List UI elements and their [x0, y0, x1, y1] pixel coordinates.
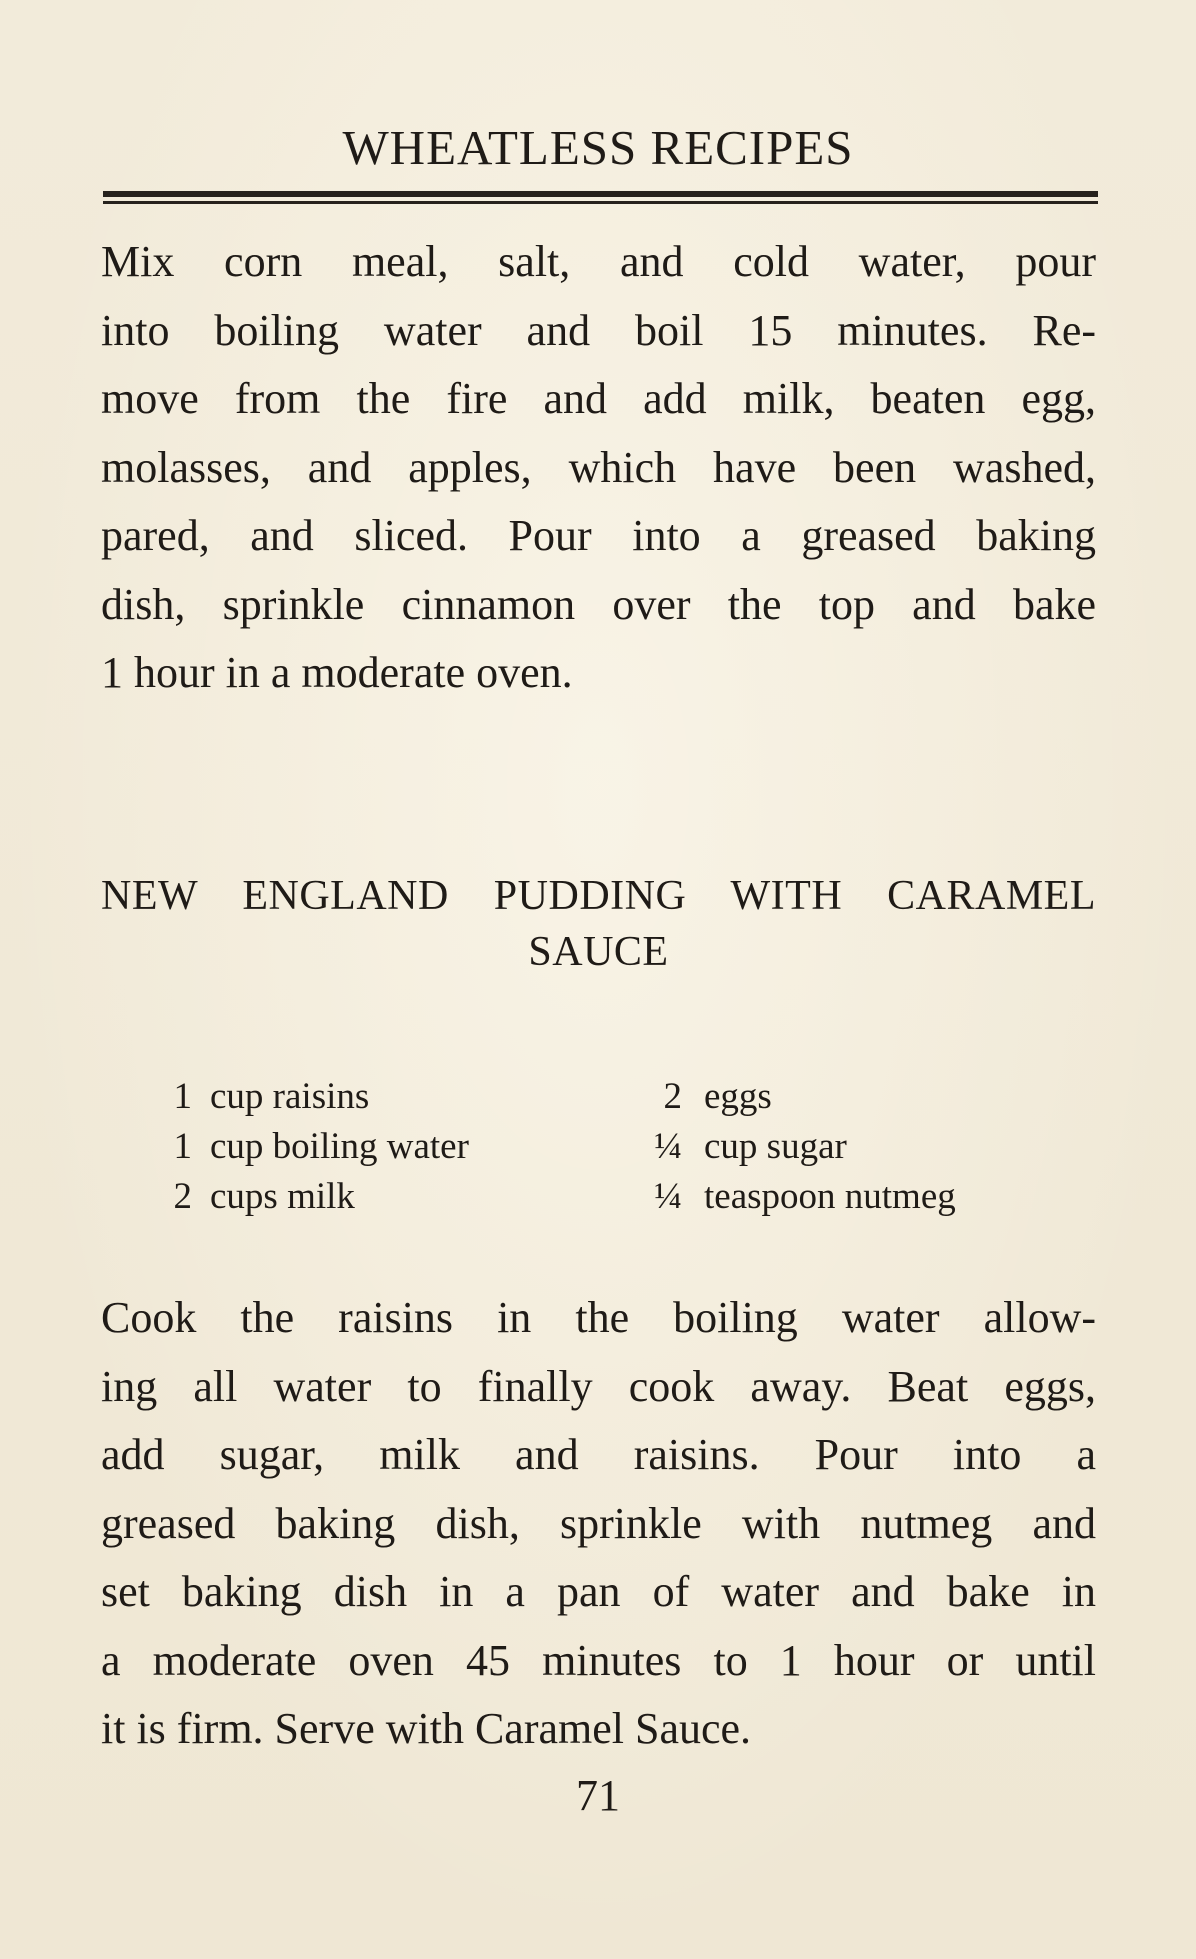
ingredient-list	[0, 1072, 1196, 1232]
directions-line: Cook the raisins in the boiling water allow-	[101, 1293, 1096, 1342]
page-number: 71	[576, 1771, 620, 1820]
directions-line: ing all water to finally cook away. Beat eggs,	[101, 1361, 1096, 1411]
ingredient-item	[644, 1122, 847, 1172]
directions-line: add sugar, milk and raisins. Pour into a	[101, 1430, 1096, 1479]
recipe-directions	[101, 1284, 1096, 1764]
ingredient-name: eggs	[704, 1076, 772, 1117]
ingredient-name: cup boiling water	[210, 1126, 469, 1167]
directions-line: greased baking dish, sprinkle with nutmeg and	[101, 1498, 1096, 1548]
ingredient-name: cups milk	[210, 1176, 355, 1217]
paragraph-line: move from the fire and add milk, beaten egg,	[101, 374, 1096, 423]
ingredient-qty: 2	[173, 1176, 192, 1217]
paragraph-line: dish, sprinkle cinnamon over the top and bake	[101, 579, 1096, 629]
header-double-rule	[103, 191, 1098, 205]
recipe-continuation-paragraph	[101, 228, 1096, 708]
recipe-title	[101, 868, 1096, 980]
running-head: WHEATLESS RECIPES	[342, 120, 854, 175]
header-rule-thick	[103, 191, 1098, 197]
directions-line: a moderate oven 45 minutes to 1 hour or until	[101, 1635, 1096, 1685]
paragraph-line: Mix corn meal, salt, and cold water, pour	[101, 237, 1096, 286]
directions-line: set baking dish in a pan of water and bake in	[101, 1567, 1096, 1616]
ingredient-item	[172, 1072, 369, 1122]
header-rule-thin	[103, 201, 1098, 204]
ingredient-qty: 1	[173, 1126, 192, 1167]
ingredient-item	[172, 1122, 469, 1172]
ingredient-name: teaspoon nutmeg	[704, 1176, 956, 1217]
paragraph-line: into boiling water and boil 15 minutes. Re-	[101, 305, 1096, 355]
ingredient-qty: 1	[173, 1076, 192, 1117]
recipe-title-line-1: NEW ENGLAND PUDDING WITH CARAMEL	[101, 873, 1096, 919]
ingredient-item	[172, 1172, 355, 1222]
ingredient-item	[644, 1072, 772, 1122]
ingredient-qty: 2	[663, 1076, 682, 1117]
paragraph-line: pared, and sliced. Pour into a greased baking	[101, 511, 1096, 560]
ingredient-qty: ¼	[654, 1126, 682, 1167]
recipe-title-line-2: SAUCE	[528, 929, 669, 975]
directions-line: it is firm. Serve with Caramel Sauce.	[101, 1704, 752, 1753]
ingredient-qty: ¼	[654, 1176, 682, 1217]
ingredient-name: cup raisins	[210, 1076, 370, 1117]
ingredient-item	[644, 1172, 956, 1222]
ingredient-name: cup sugar	[704, 1126, 847, 1167]
paragraph-line: 1 hour in a moderate oven.	[101, 648, 573, 697]
paragraph-line: molasses, and apples, which have been washed,	[101, 442, 1096, 492]
